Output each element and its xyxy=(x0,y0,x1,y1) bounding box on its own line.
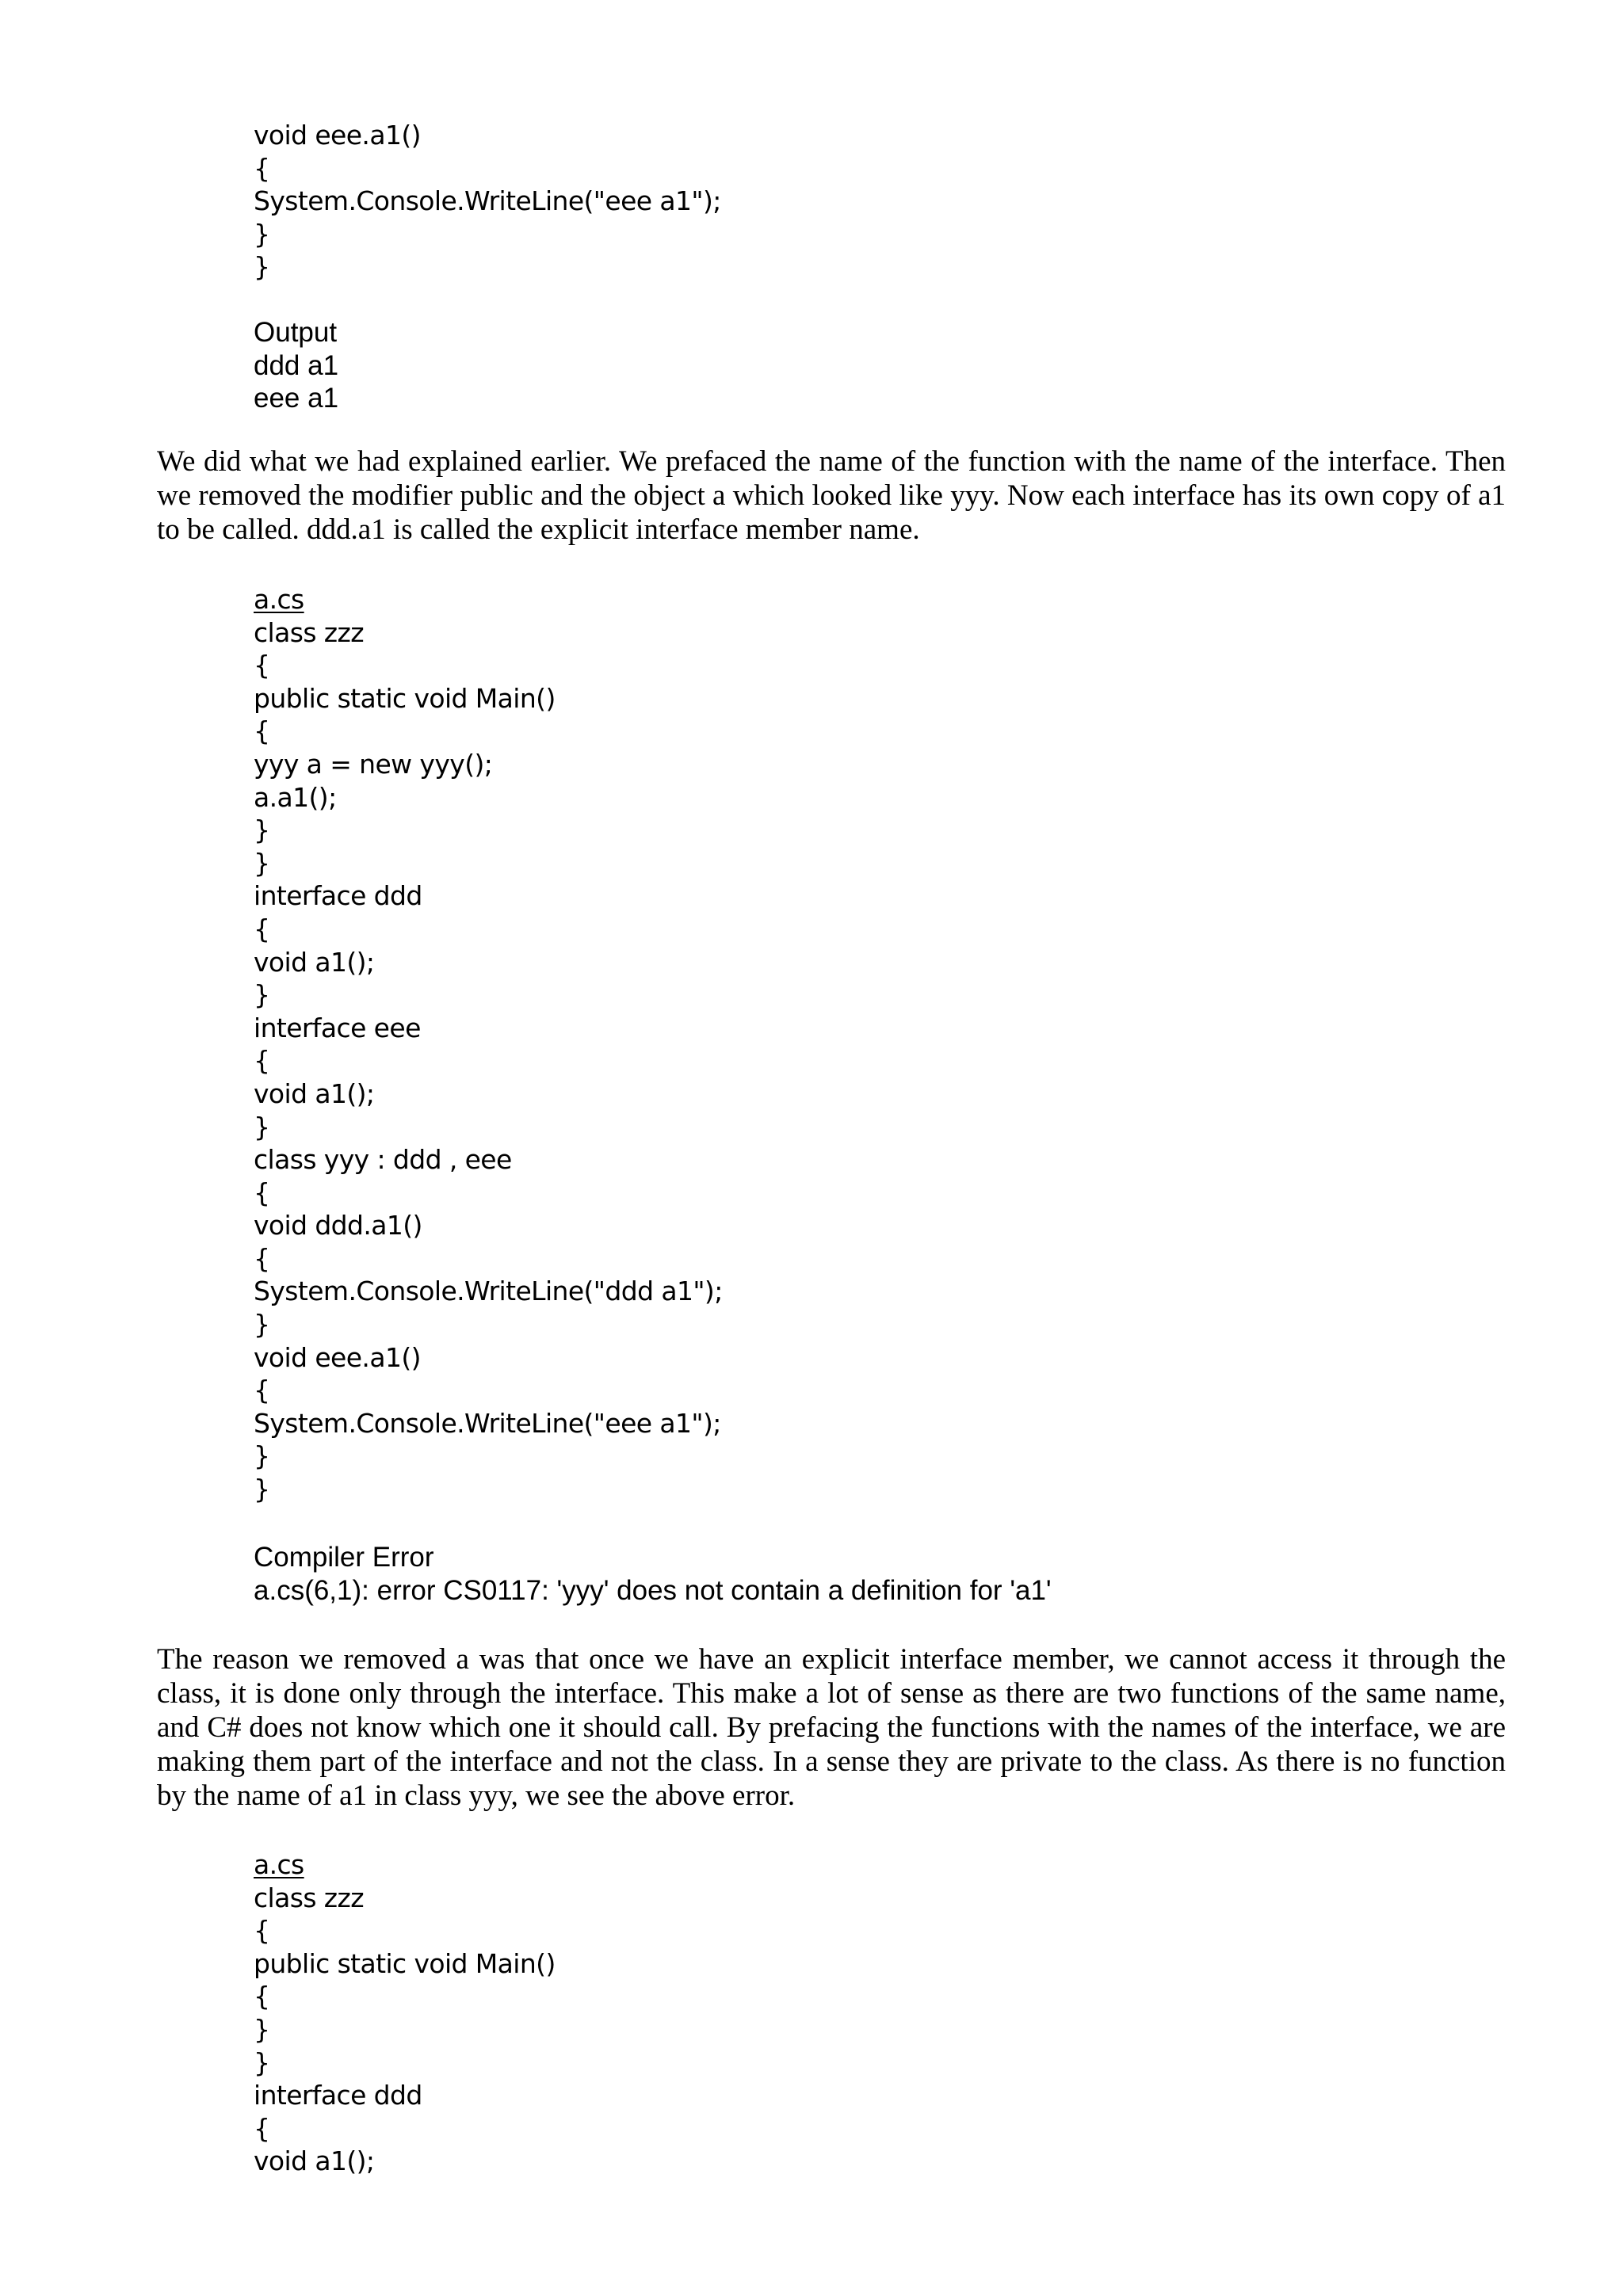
code-line: void a1(); xyxy=(254,946,375,978)
code-line: { xyxy=(254,650,270,681)
code-line: } xyxy=(254,218,270,250)
output-line: ddd a1 xyxy=(254,349,339,381)
output-block xyxy=(254,316,338,415)
code-line: interface eee xyxy=(254,1012,421,1043)
code-line: { xyxy=(254,2112,270,2144)
explanation-paragraph: We did what we had explained earlier. We prefaced the name of the function with the name of the interface. Then we removed the modifier public and the object a which looked like yyy. Now each interface has its own copy of a1 to be called. ddd.a1 is called the explicit interface member name. xyxy=(157,445,1506,546)
code-line: { xyxy=(254,1981,270,2012)
code-block-a-cs xyxy=(254,1848,556,2178)
code-line: void a1(); xyxy=(254,2145,375,2177)
code-block-a-cs xyxy=(254,583,723,1506)
code-line: System.Console.WriteLine("eee a1"); xyxy=(254,185,721,217)
file-label: a.cs xyxy=(254,584,304,615)
code-line: void ddd.a1() xyxy=(254,1210,422,1241)
code-line: { xyxy=(254,152,270,184)
code-line: { xyxy=(254,1177,270,1208)
code-line: } xyxy=(254,251,270,283)
code-line: } xyxy=(254,1111,270,1142)
compiler-error-message: a.cs(6,1): error CS0117: 'yyy' does not contain a definition for 'a1' xyxy=(254,1574,1052,1606)
code-line: { xyxy=(254,1375,270,1406)
code-line: { xyxy=(254,1915,270,1947)
code-line: } xyxy=(254,2013,270,2045)
code-line: interface ddd xyxy=(254,880,422,912)
compiler-error-heading: Compiler Error xyxy=(254,1542,434,1573)
code-line: class yyy : ddd , eee xyxy=(254,1144,512,1176)
code-line: interface ddd xyxy=(254,2080,422,2111)
code-line: } xyxy=(254,1440,270,1472)
code-block-eee-a1-tail xyxy=(254,119,721,284)
code-line: } xyxy=(254,1474,270,1505)
code-line: public static void Main() xyxy=(254,1947,556,1979)
code-line: { xyxy=(254,1045,270,1077)
code-line: yyy a = new yyy(); xyxy=(254,748,493,780)
explanation-paragraph: The reason we removed a was that once we have an explicit interface member, we cannot access it through the class, it is done only through the interface. This make a lot of sense as there are two functions of the same name, and C# does not know which one it should call. By prefacing the functions with the names of the interface, we are making them part of the interface and not the class. In a sense they are private to the class. As there is no function by the name of a1 in class yyy, we see the above error. xyxy=(157,1643,1506,1812)
output-heading: Output xyxy=(254,317,338,348)
code-line: { xyxy=(254,1242,270,1274)
code-line: public static void Main() xyxy=(254,682,556,714)
file-label: a.cs xyxy=(254,1849,304,1880)
code-line: } xyxy=(254,979,270,1011)
code-line: class zzz xyxy=(254,616,364,648)
code-line: } xyxy=(254,1309,270,1341)
code-line: a.a1(); xyxy=(254,781,337,813)
compiler-error-block xyxy=(254,1541,1052,1607)
code-line: System.Console.WriteLine("ddd a1"); xyxy=(254,1276,723,1307)
code-line: void eee.a1() xyxy=(254,1341,421,1373)
code-line: } xyxy=(254,847,270,879)
code-line: void eee.a1() xyxy=(254,120,421,151)
code-line: void a1(); xyxy=(254,1077,375,1109)
code-line: { xyxy=(254,913,270,944)
code-line: class zzz xyxy=(254,1882,364,1913)
output-line: eee a1 xyxy=(254,383,339,414)
code-line: { xyxy=(254,715,270,747)
code-line: System.Console.WriteLine("eee a1"); xyxy=(254,1407,721,1439)
code-line: } xyxy=(254,814,270,846)
code-line: } xyxy=(254,2046,270,2078)
